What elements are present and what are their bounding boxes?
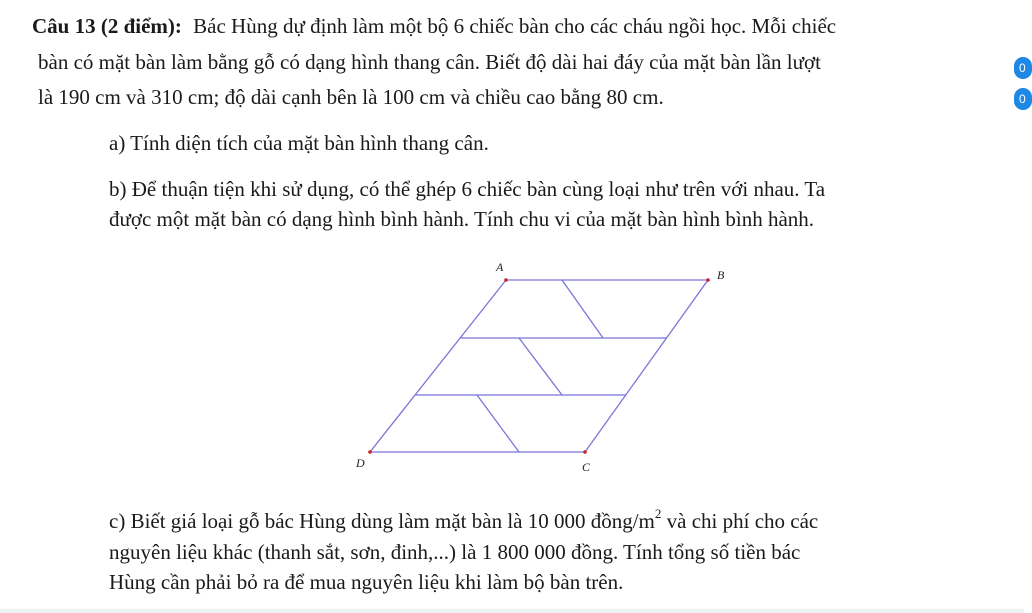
point-b xyxy=(706,278,710,282)
left-edge-ad xyxy=(370,280,506,452)
right-edge-bc xyxy=(585,280,708,452)
label-c: C xyxy=(582,460,591,474)
point-c xyxy=(583,450,587,454)
intro-line-2: bàn có mặt bàn làm bằng gỗ có dạng hình thang cân. Biết độ dài hai đáy của mặt bàn lần lượt xyxy=(38,50,821,74)
part-c-text-1b: và chi phí cho các xyxy=(661,509,819,533)
part-b-line-2: được một mặt bàn có dạng hình bình hành. Tính chu vi của mặt bàn hình bình hành. xyxy=(109,207,815,231)
unit-exponent: 2 xyxy=(654,506,662,521)
part-c-line-2: nguyên liệu khác (thanh sắt, sơn, đinh,...) là 1 800 000 đồng. Tính tổng số tiền bác xyxy=(109,540,801,564)
side-badge-1[interactable]: 0 xyxy=(1014,57,1032,79)
point-d xyxy=(368,450,372,454)
part-c-line-3: Hùng cần phải bỏ ra để mua nguyên liệu khi làm bộ bàn trên. xyxy=(109,570,624,594)
question-heading: Câu 13 (2 điểm): xyxy=(32,14,182,38)
label-d: D xyxy=(356,456,365,470)
intro-line-3: là 190 cm và 310 cm; độ dài cạnh bên là 100 cm và chiều cao bằng 80 cm. xyxy=(38,85,664,109)
side-badge-2[interactable]: 0 xyxy=(1014,88,1032,110)
bottom-strip xyxy=(0,609,1024,613)
part-a: a) Tính diện tích của mặt bàn hình thang cân. xyxy=(109,131,489,155)
slant-1 xyxy=(562,280,603,338)
point-a xyxy=(504,278,508,282)
intro-line-1 xyxy=(32,13,836,39)
part-c-line-1 xyxy=(109,508,818,534)
label-b: B xyxy=(717,268,725,282)
label-a: A xyxy=(496,260,504,274)
part-c-text-1a: c) Biết giá loại gỗ bác Hùng dùng làm mặt bàn là 10 000 đồng/m xyxy=(109,509,655,533)
slant-2 xyxy=(519,338,562,395)
part-b-line-1: b) Để thuận tiện khi sử dụng, có thể ghép 6 chiếc bàn cùng loại như trên với nhau. Ta xyxy=(109,177,826,201)
slant-3 xyxy=(477,395,519,452)
parallelogram-figure xyxy=(330,255,750,485)
intro-text-1: Bác Hùng dự định làm một bộ 6 chiếc bàn cho các cháu ngồi học. Mỗi chiếc xyxy=(193,14,837,38)
